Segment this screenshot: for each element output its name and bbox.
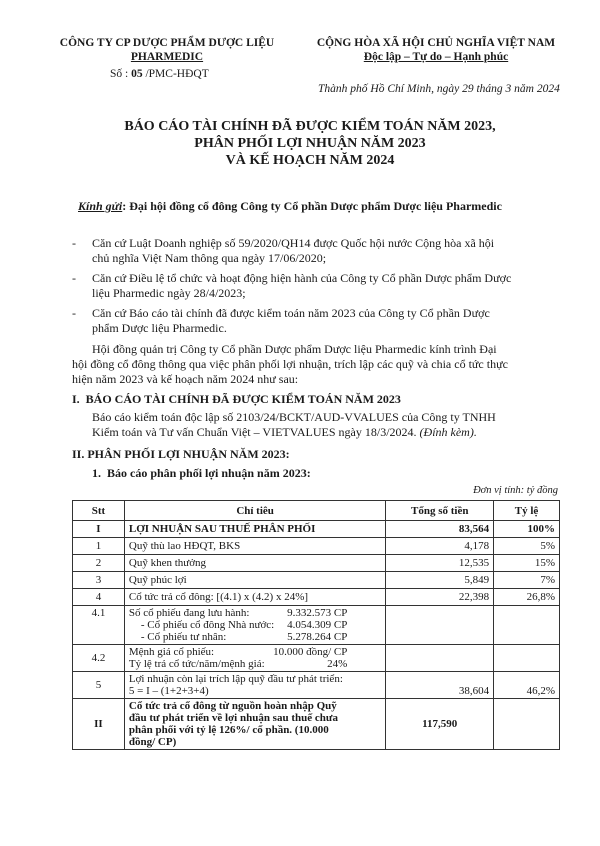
unit-label: Đơn vị tính: tỷ đồng <box>473 485 558 496</box>
table-row: I LỢI NHUẬN SAU THUẾ PHÂN PHỐI 83,564 100% <box>73 521 560 538</box>
table-row: II Cổ tức trả cổ đông từ nguồn hoàn nhập Quỹ đầu tư phát triển về lợi nhuận sau thuế chưa phân phối với tỷ lệ 126%/ cổ phần. (10.000 đồng/ CP) 117,590 <box>73 699 560 750</box>
company-name-line1: CÔNG TY CP DƯỢC PHẨM DƯỢC LIỆU <box>59 37 275 49</box>
table-row: 4.2 Mệnh giá cổ phiếu: 10.000 đồng/ CP Tỷ lệ trả cổ tức/năm/mệnh giá: 24% <box>73 645 560 672</box>
table-row: 3 Quỹ phúc lợi 5,849 7% <box>73 572 560 589</box>
legal-basis-item: - Căn cứ Báo cáo tài chính đã được kiểm toán năm 2023 của Công ty Cổ phần Dược phẩm Dược liệu Pharmedic. <box>72 306 490 335</box>
section-2-subheading: 1. Báo cáo phân phối lợi nhuận năm 2023: <box>92 466 311 480</box>
title-line3: VÀ KẾ HOẠCH NĂM 2024 <box>225 153 395 168</box>
document-title <box>60 118 560 169</box>
section-1-body: Báo cáo kiểm toán độc lập số 2103/24/BCKT/AUD-VVALUES của Công ty TNHH Kiểm toán và Tư vấn Chuẩn Việt – VIETVALUES ngày 18/3/2024. (Đính kèm). <box>92 410 496 439</box>
section-2-heading: II. PHÂN PHỐI LỢI NHUẬN NĂM 2023: <box>72 447 290 461</box>
national-motto <box>296 36 576 64</box>
company-name-line2: PHARMEDIC <box>130 51 204 63</box>
header-amount: Tổng số tiền <box>386 501 494 521</box>
header-rate: Tỷ lệ <box>494 501 560 521</box>
salutation-text: Đại hội đồng cổ đông Công ty Cổ phần Dược phẩm Dược liệu Pharmedic <box>129 199 502 213</box>
header-item: Chỉ tiêu <box>124 501 385 521</box>
profit-distribution-table <box>72 500 560 750</box>
header-stt: Stt <box>73 501 125 521</box>
title-line1: BÁO CÁO TÀI CHÍNH ĐÃ ĐƯỢC KIỂM TOÁN NĂM 2023, <box>124 119 496 134</box>
table-row: 4 Cổ tức trả cổ đông: [(4.1) x (4.2) x 24%] 22,398 26,8% <box>73 589 560 606</box>
table-row: 2 Quỹ khen thưởng 12,535 15% <box>73 555 560 572</box>
document-number: Số : 05 /PMC-HĐQT <box>110 68 209 80</box>
national-motto-line1: CỘNG HÒA XÃ HỘI CHỦ NGHĨA VIỆT NAM <box>316 37 556 49</box>
legal-basis-item: - Căn cứ Luật Doanh nghiệp số 59/2020/QH14 được Quốc hội nước Cộng hòa xã hội chủ nghĩa Việt Nam thông qua ngày 17/06/2020; <box>72 236 495 265</box>
salutation-label: Kính gửi <box>78 199 123 213</box>
salutation: Kính gửi: Đại hội đồng cổ đông Công ty Cổ phần Dược phẩm Dược liệu Pharmedic <box>78 199 502 213</box>
table-row: 4.1 Số cổ phiếu đang lưu hành: 9.332.573 CP - Cổ phiếu cổ đông Nhà nước: 4.054.309 CP - Cổ phiếu tư nhân: 5.278.264 CP <box>73 606 560 645</box>
table-header-row <box>73 501 560 521</box>
legal-basis-item: - Căn cứ Điều lệ tổ chức và hoạt động hiện hành của Công ty Cổ phần Dược phẩm Dược liệu Pharmedic ngày 28/4/2023; <box>72 271 512 300</box>
intro-paragraph: Hội đồng quản trị Công ty Cổ phần Dược phẩm Dược liệu Pharmedic kính trình Đại hội đồng cổ đông thông qua việc phân phối lợi nhuận, trích lập các quỹ và chia cổ tức thực hiện năm 2023 và kế hoạch năm 2024 như sau: <box>72 342 508 386</box>
section-1-heading: I. BÁO CÁO TÀI CHÍNH ĐÃ ĐƯỢC KIỂM TOÁN NĂM 2023 <box>72 392 401 406</box>
company-name <box>52 36 282 64</box>
table-row: 1 Quỹ thù lao HĐQT, BKS 4,178 5% <box>73 538 560 555</box>
title-line2: PHÂN PHỐI LỢI NHUẬN NĂM 2023 <box>194 136 426 151</box>
national-motto-line2: Độc lập – Tự do – Hạnh phúc <box>363 51 509 63</box>
place-date: Thành phố Hồ Chí Minh, ngày 29 tháng 3 năm 2024 <box>318 83 560 95</box>
table-row: 5 Lợi nhuận còn lại trích lập quỹ đầu tư phát triển: 5 = I – (1+2+3+4) 38,604 46,2% <box>73 672 560 699</box>
